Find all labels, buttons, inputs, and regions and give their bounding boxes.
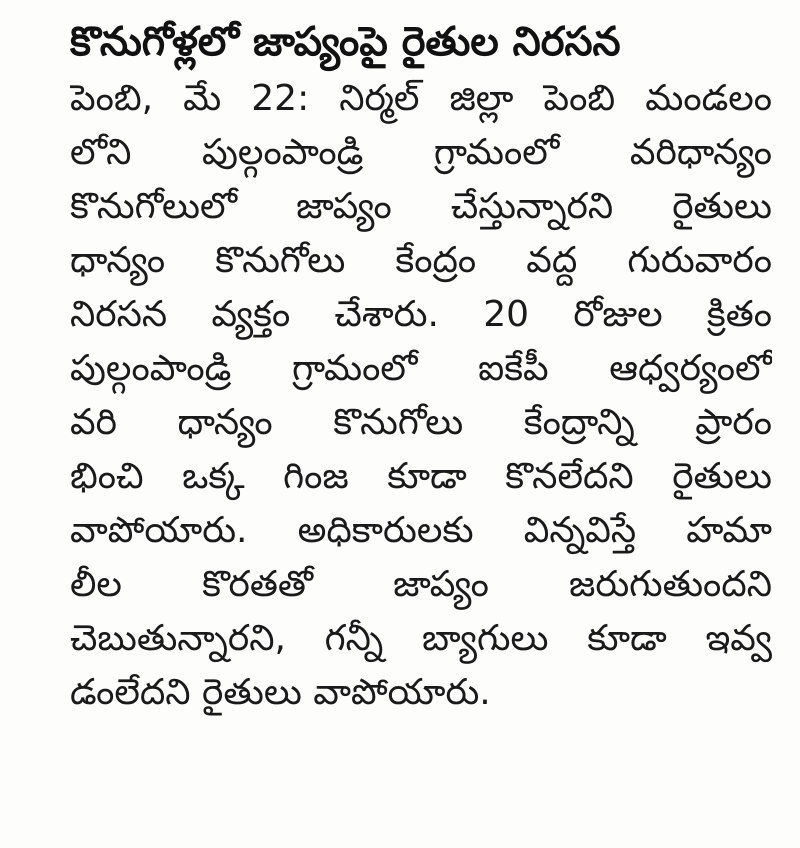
- article-body: [70, 72, 772, 720]
- article-line: పెంబి, మే 22: నిర్మల్ జిల్లా పెంబి మండలం: [70, 78, 772, 119]
- article-line: భించి ఒక్క గింజ కూడా కొనలేదని రైతులు: [70, 456, 772, 497]
- article-line: చెబుతున్నారని, గన్నీ బ్యాగులు కూడా ఇవ్వ: [70, 618, 772, 659]
- article-line: వరి ధాన్యం కొనుగోలు కేంద్రాన్ని ప్రారం: [70, 402, 772, 443]
- article-line: కొనుగోలులో జాప్యం చేస్తున్నారని రైతులు: [70, 186, 772, 227]
- article-line: లీల కొరతతో జాప్యం జరుగుతుందని: [70, 564, 772, 605]
- article-headline: కొనుగోళ్లలో జాప్యంపై రైతుల నిరసన: [70, 19, 621, 65]
- article-line: ధాన్యం కొనుగోలు కేంద్రం వద్ద గురువారం: [70, 240, 772, 281]
- article-line: నిరసన వ్యక్తం చేశారు. 20 రోజుల క్రితం: [70, 294, 772, 335]
- article-line: డంలేదని రైతులు వాపోయారు.: [70, 672, 491, 713]
- article-line: లోని పుల్గంపాండ్రి గ్రామంలో వరిధాన్యం: [70, 132, 772, 173]
- article-line: పుల్గంపాండ్రి గ్రామంలో ఐకేపీ ఆధ్వర్యంలో: [70, 348, 772, 389]
- article-line: వాపోయారు. అధికారులకు విన్నవిస్తే హమా: [70, 510, 772, 551]
